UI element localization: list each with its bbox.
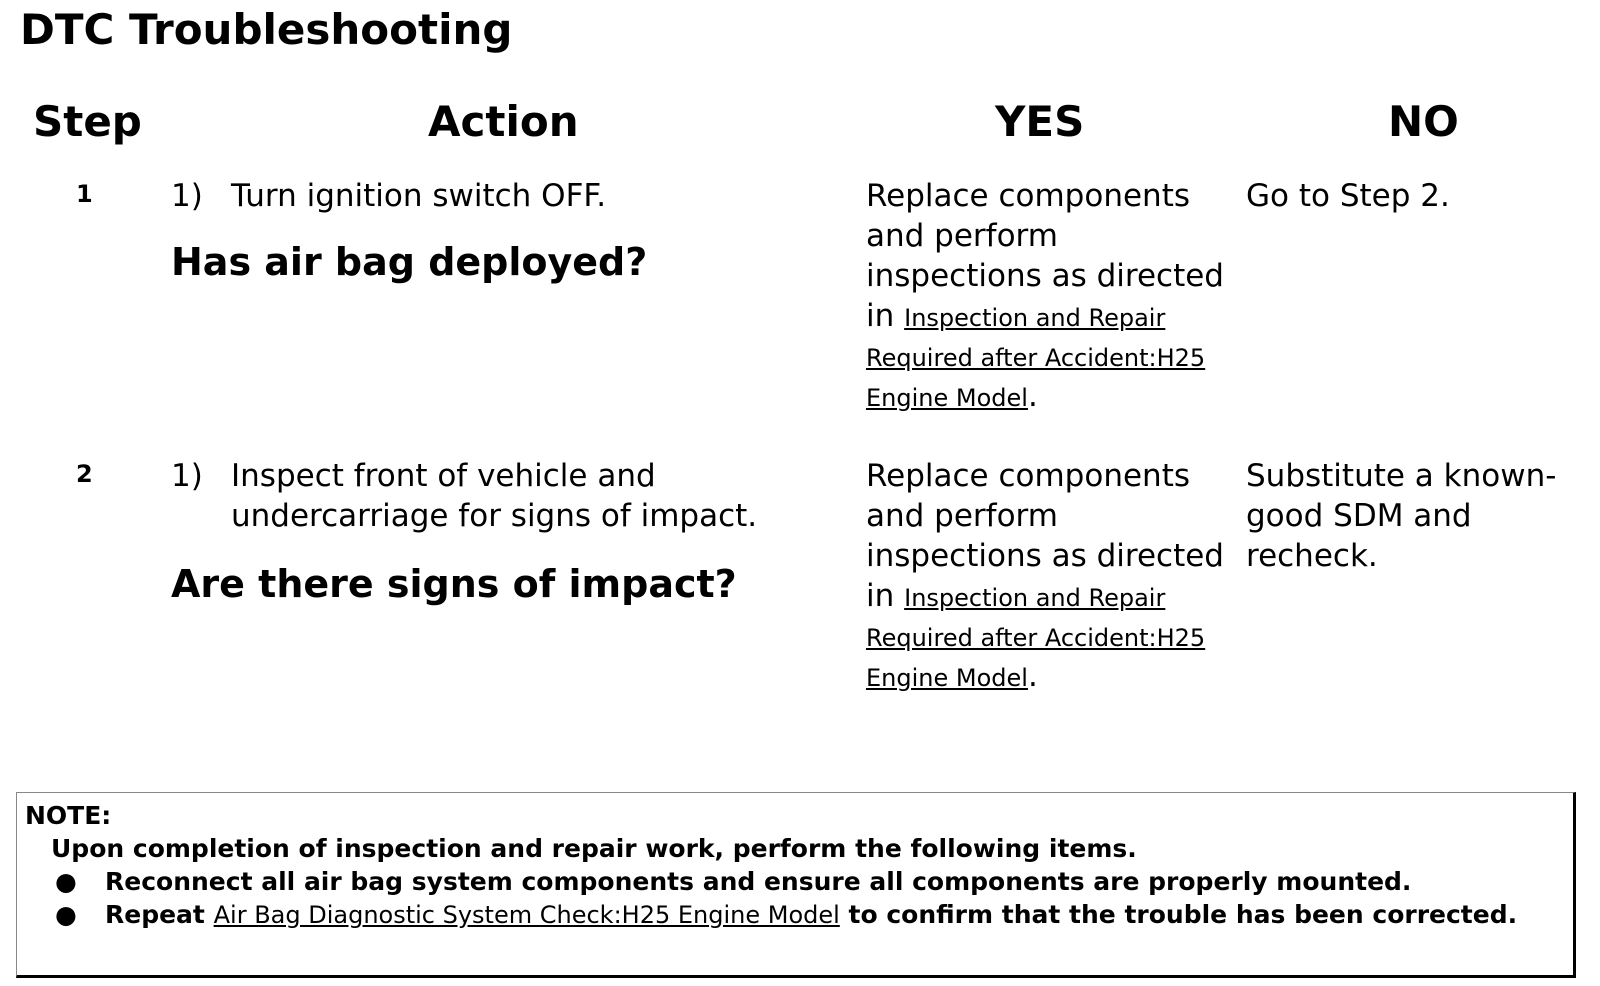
note-list-item <box>17 898 1557 932</box>
note-box <box>16 792 1576 978</box>
action-item-number: 1) <box>171 178 203 214</box>
action-question: Are there signs of impact? <box>171 562 737 606</box>
yes-period: . <box>1027 378 1038 414</box>
no-cell: Go to Step 2. <box>1246 178 1450 214</box>
column-header-no: NO <box>1388 97 1459 146</box>
page-title: DTC Troubleshooting <box>20 5 513 54</box>
column-header-yes: YES <box>995 97 1085 146</box>
action-question: Has air bag deployed? <box>171 240 648 284</box>
note-item-suffix: to confirm that the trouble has been corrected. <box>848 900 1518 929</box>
action-item-text: Turn ignition switch OFF. <box>231 178 607 214</box>
inspection-repair-link[interactable]: Inspection and Repair Required after Accident:H25 Engine Model <box>866 584 1206 692</box>
note-intro: Upon completion of inspection and repair work, perform the following items. <box>51 834 1137 863</box>
table-row <box>0 456 1600 726</box>
inspection-repair-link[interactable]: Inspection and Repair Required after Accident:H25 Engine Model <box>866 304 1206 412</box>
note-label: NOTE: <box>25 801 112 830</box>
yes-text: Replace components and perform inspections as directed in <box>866 458 1224 614</box>
table-row <box>0 176 1600 436</box>
action-item-text: Inspect front of vehicle and undercarriage for signs of impact. <box>231 458 758 534</box>
column-header-step: Step <box>33 97 142 146</box>
yes-cell <box>866 176 1226 416</box>
no-cell: Substitute a known-good SDM and recheck. <box>1246 458 1557 574</box>
bullet-icon: ● <box>55 867 77 896</box>
step-number: 2 <box>76 460 93 488</box>
yes-period: . <box>1027 658 1038 694</box>
diagnostic-system-check-link[interactable]: Air Bag Diagnostic System Check:H25 Engine Model <box>213 901 840 929</box>
action-item <box>171 456 811 536</box>
note-list-item <box>17 865 1557 898</box>
action-item <box>171 176 811 216</box>
yes-cell <box>866 456 1226 696</box>
note-item-text: Reconnect all air bag system components and ensure all components are properly mounted. <box>105 867 1412 896</box>
action-item-number: 1) <box>171 458 203 494</box>
yes-text: Replace components and perform inspections as directed in <box>866 178 1224 334</box>
note-list <box>17 865 1557 932</box>
note-item-prefix: Repeat <box>105 900 205 929</box>
column-header-action: Action <box>428 97 579 146</box>
bullet-icon: ● <box>55 900 77 929</box>
step-number: 1 <box>76 180 93 208</box>
